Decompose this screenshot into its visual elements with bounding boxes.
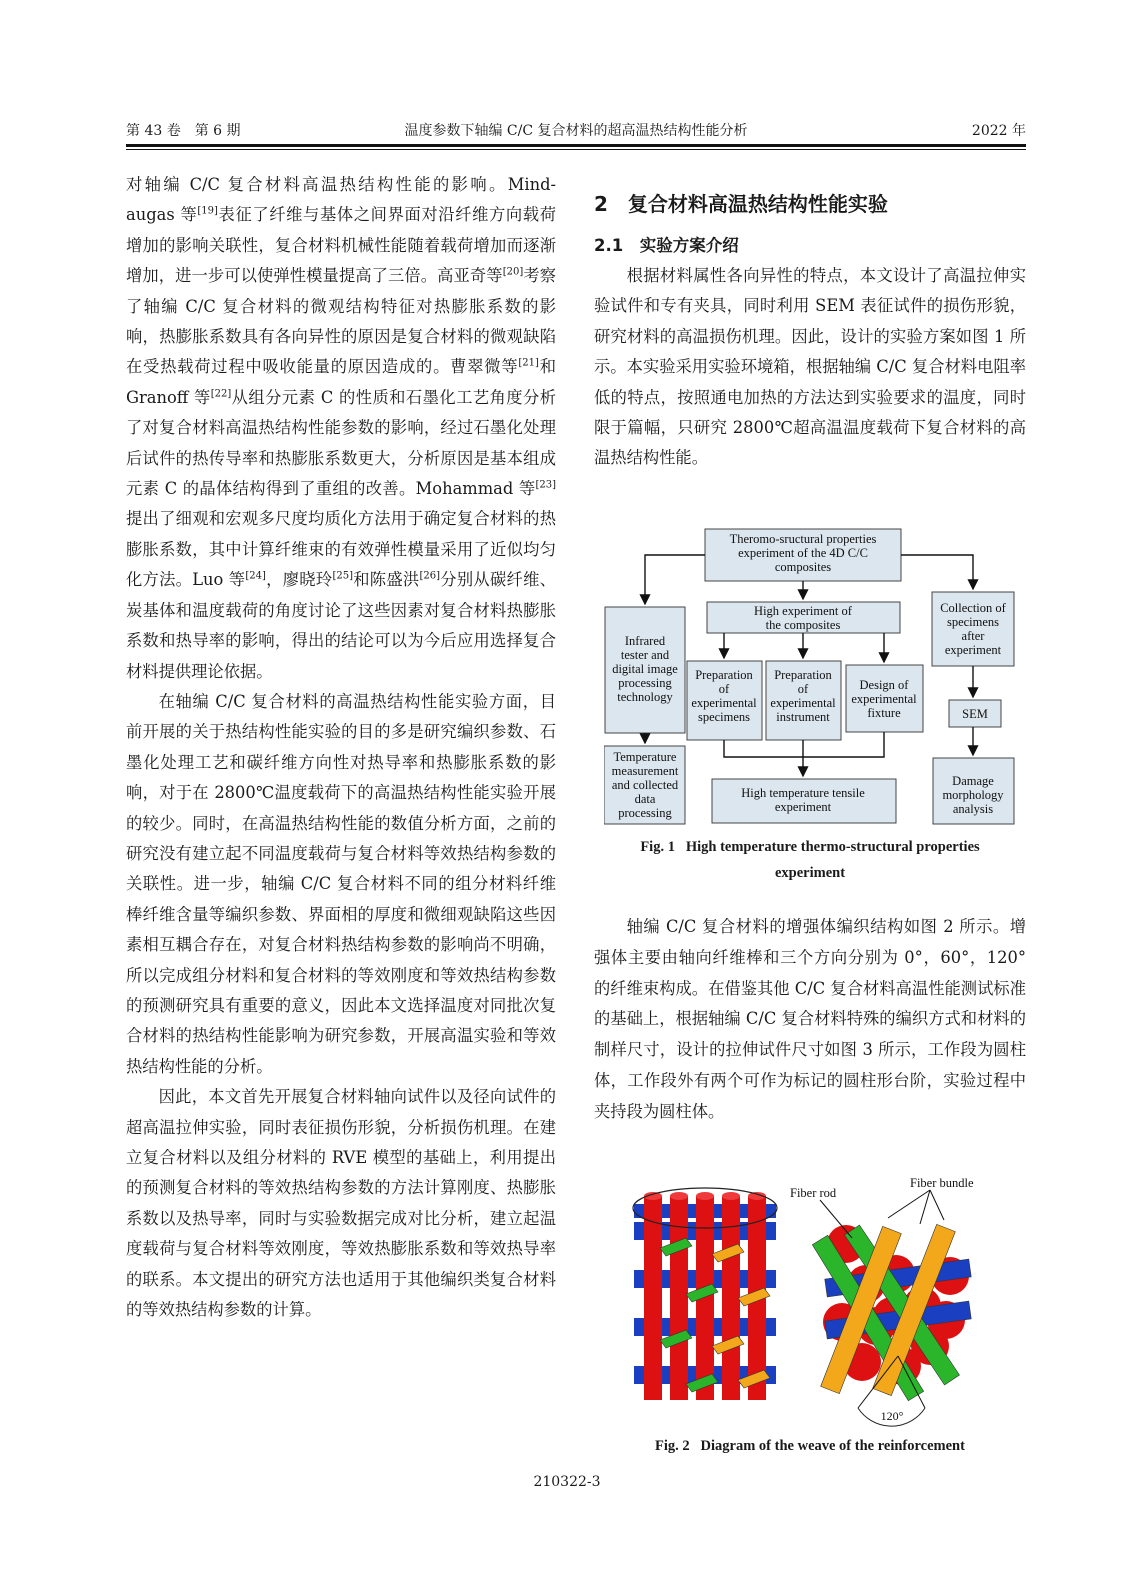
text-segment: 从组分元素 C 的性质和石墨化工艺角度分析了对复合材料高温热结构性能参数的影响，经过石墨化处理后试件的热传导率和热膨胀系数更大，分析原因是基本组成元素 C 的晶体结构得到了重组的改善。Mohammad 等 [126, 387, 556, 499]
volume-issue: 第 43 卷 第 6 期 [126, 123, 241, 139]
fig1-label-line: of [797, 682, 809, 696]
fig1-label-line: of [718, 682, 730, 696]
weave-block [633, 1188, 777, 1400]
header-rule-thick [126, 144, 1026, 147]
figure-1-caption [600, 834, 1020, 886]
fig1-label-line: morphology [942, 788, 1004, 802]
text-segment: 和陈盛洪 [352, 570, 420, 590]
header-year: 2022 年 [971, 123, 1026, 139]
subsection-title: 2.1 实验方案介绍 [594, 236, 739, 255]
fig1-label-line: analysis [952, 802, 994, 816]
label-fiber-rod: Fiber rod [790, 1186, 837, 1200]
fig1-label-line: Design of [859, 678, 909, 692]
figure-1-caption-line2: experiment [774, 865, 846, 881]
fig1-label-line: experimental [851, 692, 917, 706]
citation-ref: [26] [419, 570, 441, 582]
figure-2-caption [600, 1438, 1020, 1455]
fig1-label-line: technology [617, 690, 673, 704]
figure-2-weave-diagram [630, 1170, 1000, 1432]
figure-2-label: Fig. 2 [655, 1438, 690, 1454]
fig1-label-line: fixture [867, 706, 901, 720]
fig1-label-line: Collection of [940, 601, 1006, 615]
fiber-rod-top [722, 1192, 740, 1200]
page-number: 210322-3 [533, 1474, 601, 1490]
figure-1-label: Fig. 1 [640, 839, 675, 855]
citation-ref: [23] [535, 479, 556, 491]
citation-ref: [24] [245, 570, 266, 582]
figure-2-caption-text: Diagram of the weave of the reinforcement [700, 1438, 965, 1454]
fig1-label-line: Damage [952, 774, 994, 788]
text-segment: 和 Granoff 等 [126, 357, 556, 407]
fig1-label-line: experimental [770, 696, 836, 710]
fig1-label-line: specimens [946, 615, 1000, 629]
left-paragraph-3: 因此，本文首先开展复合材料轴向试件以及径向试件的超高温拉伸实验，同时表征损伤形貌，分析损伤机理。在建立复合材料以及组分材料的 RVE 模型的基础上，利用提出的预测复合材料的等效热结构参数的方法计算刚度、热膨胀系数以及热导率，同时与实验数据完成对比分析，建立起温度载荷与复合材料等效刚度，等效热膨胀系数和等效热导率的联系。本文提出的研究方法也适用于其他编织类复合材料的等效热结构参数的计算。 [126, 1087, 556, 1320]
fig1-label-line: Infrared [624, 634, 666, 648]
citation-ref: [25] [332, 570, 353, 582]
text-segment: 分别从碳纤维、炭基体和温度载荷的角度讨论了这些因素对复合材料热膨胀系数和热导率的影响，得出的结论可以为今后应用选择复合材料提供理论依据。 [126, 570, 556, 681]
citation-ref: [19] [197, 205, 218, 217]
right-paragraph-1: 根据材料属性各向异性的特点，本文设计了高温拉伸实验试件和专有夹具，同时利用 SEM 表征试件的损伤形貌，研究材料的高温损伤机理。因此，设计的实验方案如图 1 所示。本实验采用实验环境箱，根据轴编 C/C 复合材料电阻率低的特点，按照通电加热的方法达到实验要求的温度，同时限于篇幅，只研究 2800℃超高温温度载荷下复合材料的高温热结构性能。 [594, 266, 1026, 468]
fiber-rod-top [670, 1192, 688, 1200]
running-title: 温度参数下轴编 C/C 复合材料的超高温热结构性能分析 [404, 123, 748, 139]
fig1-label-line: specimens [697, 710, 751, 724]
fig1-label-line: measurement [611, 764, 679, 778]
label-fiber-bundle: Fiber bundle [910, 1176, 974, 1190]
fiber-rod [644, 1196, 662, 1400]
figure-1-caption-line1: High temperature thermo-structural properties [685, 839, 980, 855]
fig1-label-line: composites [774, 560, 832, 574]
fig1-label-line: processing [618, 806, 672, 820]
fig1-label-line: Temperature [613, 750, 677, 764]
header-rule-thin [126, 149, 1026, 150]
fig1-label-line: High temperature tensile [741, 786, 865, 800]
fig1-label-line: experiment of the 4D C/C [738, 546, 868, 560]
text-segment: 提出了细观和宏观多尺度均质化方法用于确定复合材料的热膨胀系数，其中计算纤维束的有效弹性模量采用了近似均匀化方法。Luo 等 [126, 509, 556, 590]
text-segment: 考察了轴编 C/C 复合材料的微观结构特征对热膨胀系数的影响，热膨胀系数具有各向异性的原因是复合材料的微观缺陷在受热载荷过程中吸收能量的原因造成的。曹翠微等 [126, 266, 556, 377]
fig1-label-line: experimental [691, 696, 757, 710]
fig1-label-line: Theromo-sructural properties [729, 532, 877, 546]
fiber-rod-top [696, 1192, 714, 1200]
fig1-label-line: High experiment of [754, 604, 852, 618]
fig1-label-line: experiment [944, 643, 1002, 657]
fig1-label-prep-instrument [770, 668, 836, 724]
citation-ref: [21] [518, 358, 539, 370]
text-segment: 表征了纤维与基体之间界面对沿纤维方向载荷增加的影响关联性，复合材料机械性能随着载荷增加而逐渐增加，进一步可以使弹性模量提高了三倍。高亚奇等 [126, 205, 556, 286]
fig1-label-center-box [754, 604, 853, 632]
left-column [126, 170, 556, 1325]
text-segment: 对轴编 C/C 复合材料高温热结构性能的影响。Mind-augas 等 [126, 175, 556, 225]
running-header [126, 120, 1026, 142]
left-paragraph-2: 在轴编 C/C 复合材料的高温热结构性能实验方面，目前开展的关于热结构性能实验的目的多是研究编织参数、石墨化处理工艺和碳纤维方向性对热导率和热膨胀系数的影响，对于在 2800℃温度载荷下的高温热结构性能实验开展的较少。同时，在高温热结构性能的数值分析方面，之前的研究没有建立起不同温度载荷与复合材料等效热结构参数的关联性。进一步，轴编 C/C 复合材料不同的组分材料纤维棒纤维含量等编织参数、界面相的厚度和微细观缺陷这些因素相互耦合存在，对复合材料热结构参数的影响尚不明确，所以完成组分材料和复合材料的等效刚度和等效热结构参数的预测研究具有重要的意义，因此本文选择温度对同批次复合材料的热结构性能影响为研究参数，开展高温实验和等效热结构性能的分析。 [126, 691, 556, 1076]
fig1-label-line: after [961, 629, 985, 643]
fig1-label-line: digital image [612, 662, 678, 676]
text-segment: ，廖晓玲 [265, 570, 333, 590]
citation-ref: [22] [210, 388, 232, 400]
left-paragraph-1 [126, 170, 556, 687]
right-paragraph-2: 轴编 C/C 复合材料的增强体编织结构如图 2 所示。增强体主要由轴向纤维棒和三个方向分别为 0°，60°，120°的纤维束构成。在借鉴其他 C/C 复合材料高温性能测试标准的基础上，根据轴编 C/C 复合材料特殊的编织方式和材料的制样尺寸，设计的拉伸试件尺寸如图 3 所示，工作段为圆柱体，工作段外有两个可作为标记的圆柱形台阶，实验过程中夹持段为圆柱体。 [594, 917, 1026, 1121]
figure-1-flowchart [604, 525, 1016, 827]
fig1-label-line: Preparation [774, 668, 832, 682]
citation-ref: [20] [502, 266, 524, 278]
fig1-label-line: tester and [620, 648, 670, 662]
section-title: 2 复合材料高温热结构性能实验 [594, 192, 888, 216]
fig1-label-prep-specimens [691, 668, 757, 724]
fig1-label-line: experiment [774, 800, 832, 814]
fig1-label-line: data [634, 792, 656, 806]
weave-oblique [812, 1224, 971, 1426]
fig1-label-line: Preparation [695, 668, 753, 682]
fig1-label-line: the composites [765, 618, 841, 632]
fig1-label-line: SEM [962, 707, 988, 721]
fig1-label-line: processing [618, 676, 672, 690]
label-angle: 120° [880, 1409, 904, 1423]
fig1-label-temp-box [612, 750, 679, 820]
fig1-label-sem-box [962, 707, 988, 721]
fig1-label-line: instrument [776, 710, 830, 724]
fig1-label-line: and collected [611, 778, 679, 792]
